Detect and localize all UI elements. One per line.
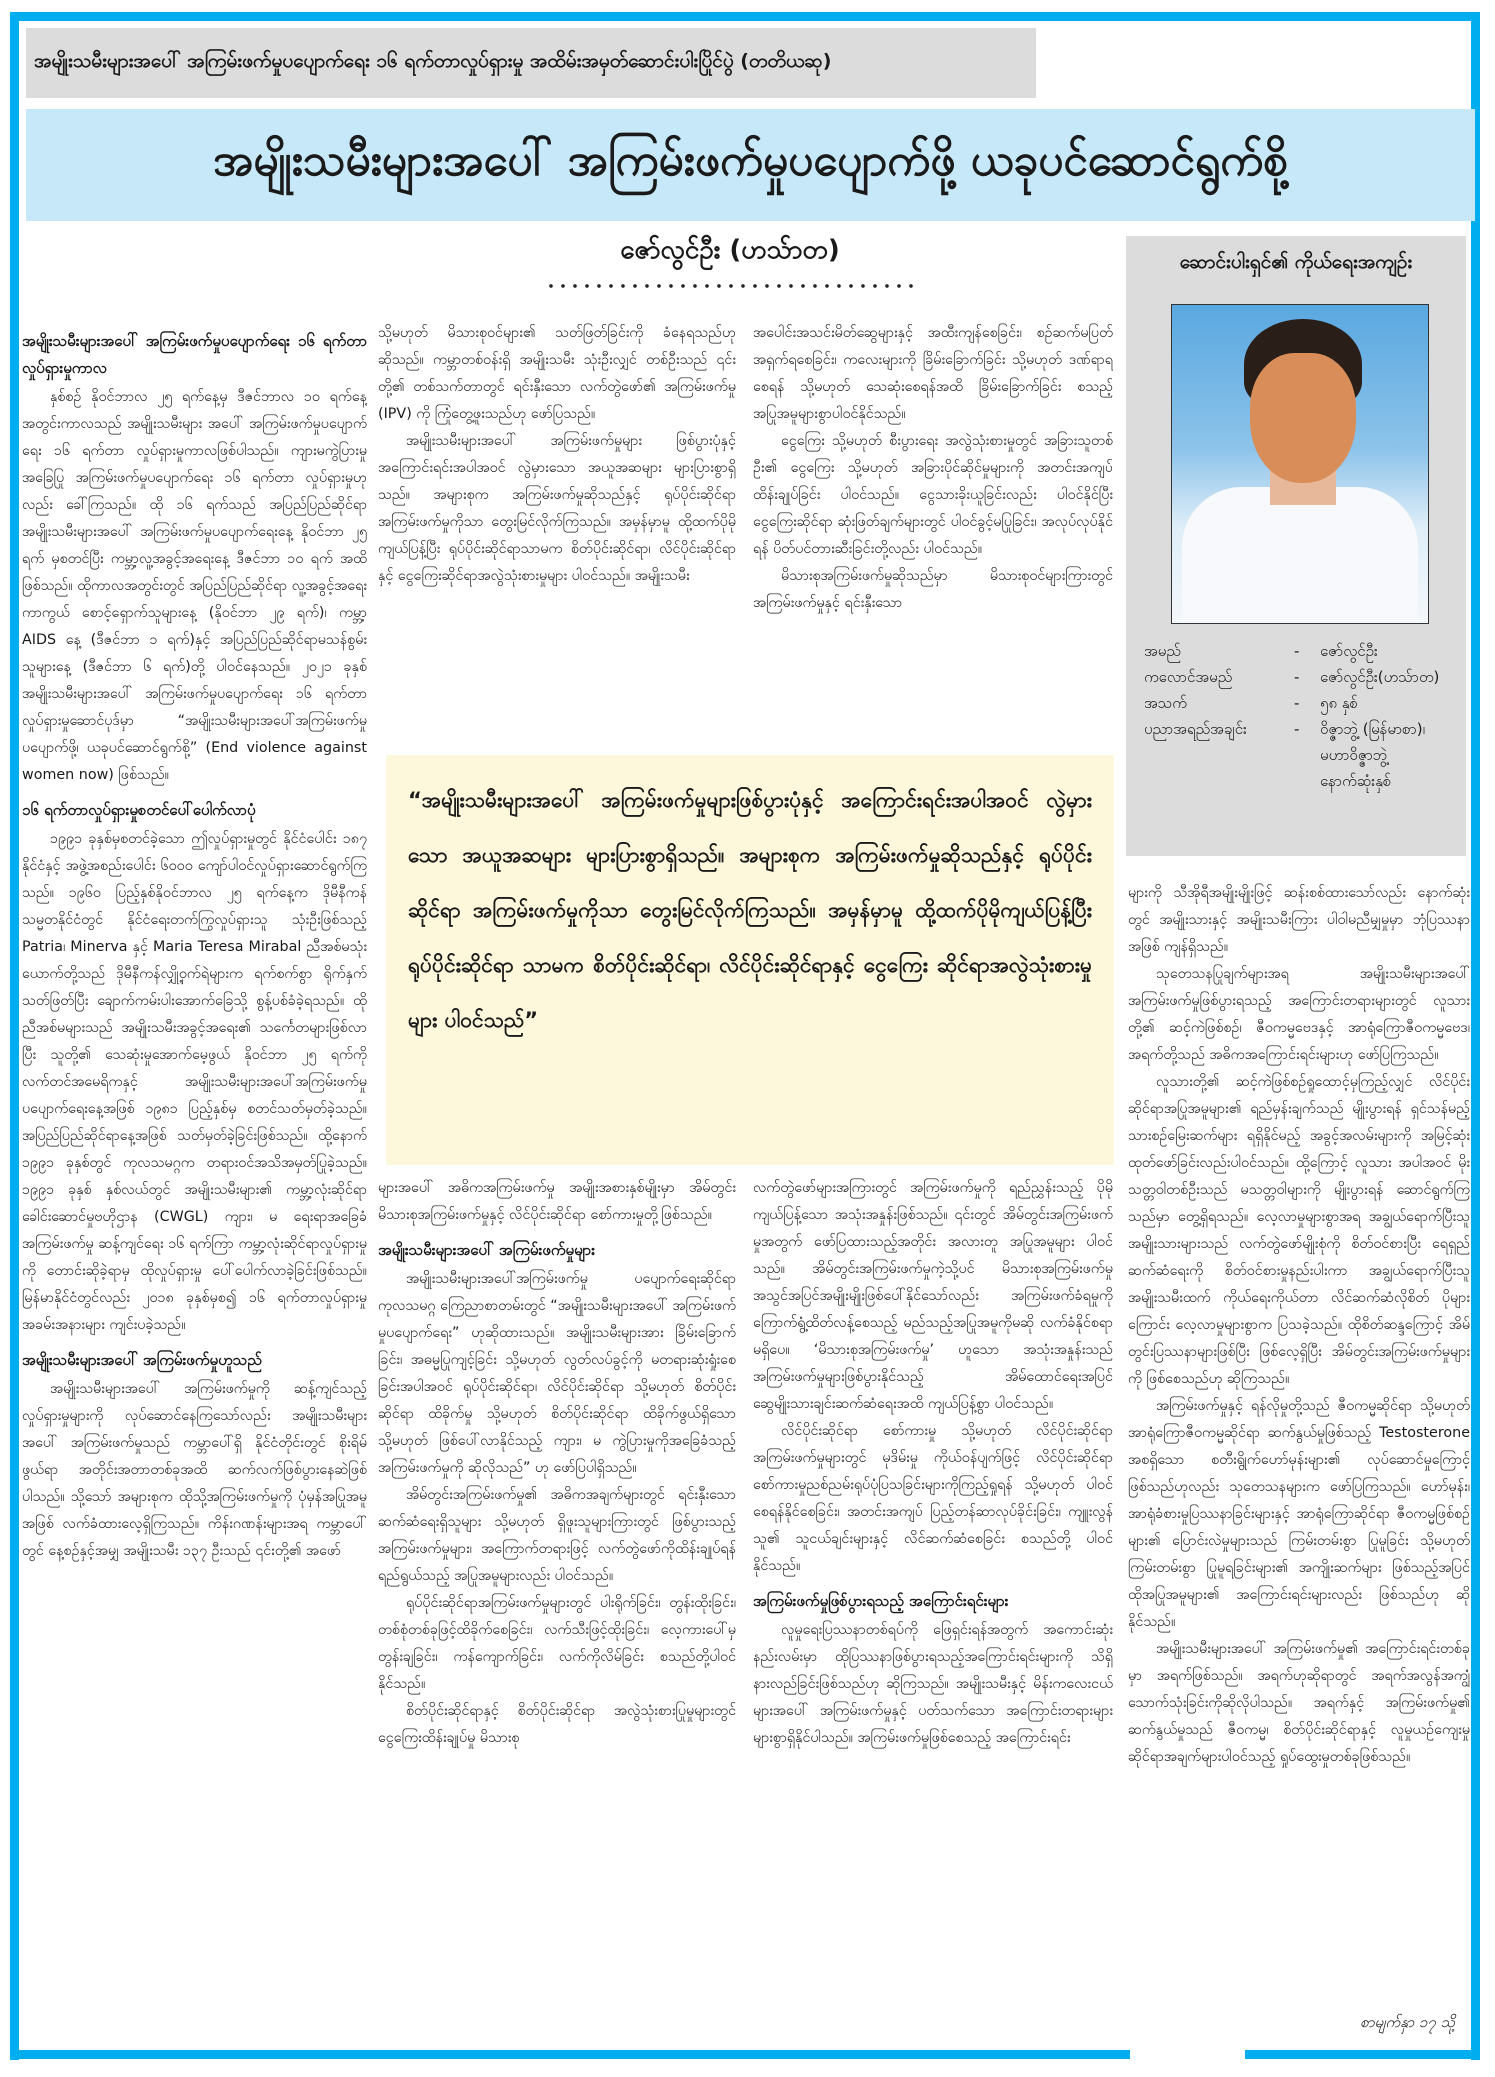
continued-on-page: စာမျက်နှာ ၁၇ သို့ xyxy=(1360,2013,1456,2031)
paragraph: အကြမ်းဖက်မှုနှင့် ရန်လိုမှုတို့သည် ဇီဝကမ္မဆိုင်ရာ သို့မဟုတ် အာရုံကြောဇီဝကမ္မဆိုင်ရာ ဆက်နွယ်မှုဖြစ်သည့် Testosterone အစရှိသော စတီးရွိုက်ဟော်မုန်းများ၏ လုပ်ဆောင်မှုကြောင့် ဖြစ်သည်ဟုလည်း သုတေသနများက ဖော်ပြကြသည်။ ဟော်မုန်း၊ အာရုံခံစားမှုပြဿနာခြင်းများနှင့် အာရုံကြောဆိုင်ရာ ဇီဝကမ္မဖြစ်စဉ်များ၏ ပြောင်းလဲမှုများသည် ကြမ်းတမ်းစွာ ပြုမူခြင်း သို့မဟုတ် ကြမ်းတမ်းစွာ ပြုမူရခြင်းများ၏ အကျိုးဆက်များ ဖြစ်သည့်အပြင် ထိုအပြုအမူများ၏ အကြောင်းရင်းများလည်း ဖြစ်သည်ဟု ဆိုနိုင်သည်။ xyxy=(1128,1398,1470,1630)
paragraph: အမျိုးသမီးများအပေါ် အကြမ်းဖက်မှုများ ဖြစ်ပွားပုံနှင့် အကြောင်းရင်းအပါအဝင် လွဲမှားသော အယူအဆများ များပြားစွာရှိသည်။ အများစုက အကြမ်းဖက်မှုဆိုသည်နှင့် ရုပ်ပိုင်းဆိုင်ရာ အကြမ်းဖက်မှုကိုသာ တွေးမြင်လိုက်ကြသည်။ အမှန်မှာမူ ထို့ထက်ပိုမိုကျယ်ပြန့်ပြီး ရုပ်ပိုင်းဆိုင်ရာသာမက စိတ်ပိုင်းဆိုင်ရာ၊ လိင်ပိုင်းဆိုင်ရာနှင့် ငွေကြေးဆိုင်ရာအလွဲသုံးစားမှုများ ပါဝင်သည်။ အမျိုးသမီး xyxy=(378,433,736,584)
info-dash: - xyxy=(1294,668,1300,686)
byline: ဇော်လွင်ဦး (ဟသ်ာတ) xyxy=(620,235,840,265)
author-portrait xyxy=(1171,304,1429,624)
paragraph: ၁၉၉၁ ခုနှစ်မှစတင်ခဲ့သော ဤလှုပ်ရှားမှုတွင် နိုင်ငံပေါင်း ၁၈၇ နိုင်ငံနှင့် အဖွဲ့အစည်းပေါင်း ၆၀၀၀ ကျော်ပါဝင်လှုပ်ရှားဆောင်ရွက်ကြသည်။ ၁၉၆၀ ပြည့်နှစ်နိုဝင်ဘာလ ၂၅ ရက်နေ့က ဒိုမီနီကန်သမ္မတနိုင်ငံတွင် နိုင်ငံရေးတက်ကြွလှုပ်ရှားသူ သုံးဦးဖြစ်သည့် Patria၊ Minerva နှင့် Maria Teresa Mirabal ညီအစ်မသုံးယောက်တို့သည် ဒိုမီနီကန်လျှို့ဝှက်ရဲများက ရက်စက်စွာ ရိုက်နှက်သတ်ဖြတ်ပြီး ချောက်ကမ်းပါးအောက်ခြေသို့ စွန့်ပစ်ခံခဲ့ရသည်။ ထိုညီအစ်မများသည် အမျိုးသမီးအခွင့်အရေး၏ သင်္ကေတများဖြစ်လာပြီး သူတို့၏ သေဆုံးမှုအောက်မေ့ဖွယ် နိုဝင်ဘာ ၂၅ ရက်ကို လက်တင်အမေရိကနှင့် အမျိုးသမီးများအပေါ်အကြမ်းဖက်မှု ပပျောက်ရေးနေ့အဖြစ် ၁၉၈၁ ပြည့်နှစ်မှ စတင်သတ်မှတ်ခဲ့သည်။ အပြည်ပြည်ဆိုင်ရာနေ့အဖြစ် သတ်မှတ်ခဲ့ခြင်းဖြစ်သည်။ ထို့နောက် ၁၉၉၁ ခုနှစ်တွင် ကုလသမဂ္ဂက တရားဝင်အသိအမှတ်ပြုခဲ့သည်။ ၁၉၉၁ ခုနှစ် နှစ်လယ်တွင် အမျိုးသမီးများ၏ ကမ္ဘာ့လုံးဆိုင်ရာ ခေါင်းဆောင်မှုဗဟိုဌာန (CWGL) ကျား၊ မ ရေးရာအခြေခံ အကြမ်းဖက်မှု ဆန့်ကျင်ရေး ၁၆ ရက်ကြာ ကမ္ဘာ့လုံးဆိုင်ရာလှုပ်ရှားမှုကို တောင်းဆိုခဲ့ရာမှ ထိုလှုပ်ရှားမှု ပေါ်ပေါက်လာခဲ့ခြင်းဖြစ်သည်။ မြန်မာနိုင်ငံတွင်လည်း ၂၀၁၈ ခုနှစ်မှစ၍ ၁၆ ရက်တာလှုပ်ရှားမှုအခမ်းအနားများ ကျင်းပခဲ့သည်။ xyxy=(22,831,367,1333)
byline-dotted-divider xyxy=(545,283,915,289)
article-column-3-top xyxy=(753,320,1113,750)
profile-row-pen-name xyxy=(1144,664,1464,690)
paragraph: အိမ်တွင်းအကြမ်းဖက်မှု၏ အဓိကအချက်များတွင် ရင်းနှီးသောဆက်ဆံရေးရှိသူများ သို့မဟုတ် ရှိဖူးသူများကြားတွင် ဖြစ်ပွားသည့် အကြမ်းဖက်မှုများ၊ အကြောက်တရားဖြင့် လက်တွဲဖော်ကိုထိန်းချုပ်ရန် ရည်ရွယ်သည့် အပြုအမူများလည်း ပါဝင်သည်။ xyxy=(378,1487,736,1584)
info-label xyxy=(1144,768,1294,794)
article-column-4 xyxy=(1128,880,1470,2045)
section-heading: အကြမ်းဖက်မှုဖြစ်ပွားရသည့် အကြောင်းရင်းများ xyxy=(753,1592,1009,1610)
paragraph: လက်တွဲဖော်များအကြားတွင် အကြမ်းဖက်မှုကို ရည်ညွှန်းသည့် ပိုမိုကျယ်ပြန့်သော အသုံးအနှုန်းဖြစ်သည်။ ၎င်းတွင် အိမ်တွင်းအကြမ်းဖက်မှုအတွက် ဖော်ပြထားသည့်အတိုင်း အလားတူ အပြုအမူများ ပါဝင်သည်။ အိမ်တွင်းအကြမ်းဖက်မှုကဲ့သို့ပင် မိသားစုအကြမ်းဖက်မှု အသွင်အပြင်အမျိုးမျိုးဖြစ်ပေါ်နိုင်သော်လည်း အကြမ်းဖက်ခံရမှုကို ကြောက်ရွံ့ထိတ်လန့်စေသည့် မည်သည့်အပြုအမူကိုမဆို လက်ခံနိုင်စရာမရှိပေ။ ‘မိသားစုအကြမ်းဖက်မှု’ ဟူသော အသုံးအနှုန်းသည် အကြမ်းဖက်မှုများဖြစ်ပွားနိုင်သည့် အိမ်ထောင်ရေးအပြင် ဆွေမျိုးသားချင်းဆက်ဆံရေးအထိ ကျယ်ပြန့်စွာ ပါဝင်သည်။ xyxy=(753,1180,1113,1412)
info-dash: - xyxy=(1294,642,1300,660)
info-value: ဇော်လွင်ဦး(ဟသ်ာတ) xyxy=(1320,668,1440,686)
section-heading: အမျိုးသမီးများအပေါ် အကြမ်းဖက်မှုများ xyxy=(378,1241,596,1259)
profile-row-education-cont xyxy=(1144,768,1464,794)
paragraph: နှစ်စဉ် နိုဝင်ဘာလ ၂၅ ရက်နေ့မှ ဒီဇင်ဘာလ ၁၀ ရက်နေ့အတွင်းကာလသည် အမျိုးသမီးများ အပေါ် အကြမ်းဖက်မှုပပျောက်ရေး ၁၆ ရက်တာ လှုပ်ရှားမှုကာလဖြစ်ပါသည်။ ကျားမကွဲပြားမှု အခြေပြု အကြမ်းဖက်မှုပပျောက်ရေး ၁၆ ရက်တာ လှုပ်ရှားမှုဟုလည်း ခေါ်ကြသည်။ ထို ၁၆ ရက်သည် အပြည်ပြည်ဆိုင်ရာအမျိုးသမီးများအပေါ် အကြမ်းဖက်မှုပပျောက်ရေးနေ့ နိုဝင်ဘာ ၂၅ ရက် မှစတင်ပြီး ကမ္ဘာ့လူ့အခွင့်အရေးနေ့ ဒီဇင်ဘာ ၁၀ ရက် အထိဖြစ်သည်။ ထိုကာလအတွင်းတွင် အပြည်ပြည်ဆိုင်ရာ လူ့အခွင့်အရေးကာကွယ် စောင့်ရှောက်သူများနေ့ (နိုဝင်ဘာ ၂၉ ရက်)၊ ကမ္ဘာ့ AIDS နေ့ (ဒီဇင်ဘာ ၁ ရက်)နှင့် အပြည်ပြည်ဆိုင်ရာမသန်စွမ်းသူများနေ့ (ဒီဇင်ဘာ ၆ ရက်)တို့ ပါဝင်နေသည်။ ၂၀၂၁ ခုနှစ် အမျိုးသမီးများအပေါ် အကြမ်းဖက်မှုပပျောက်ရေး ၁၆ ရက်တာ လှုပ်ရှားမှုဆောင်ပုဒ်မှာ “အမျိုးသမီးများအပေါ်အကြမ်းဖက်မှု ပပျောက်ဖို့၊ ယခုပင်ဆောင်ရွက်စို့” (End violence against women now) ဖြစ်သည်။ xyxy=(22,389,367,783)
headline: အမျိုးသမီးများအပေါ် အကြမ်းဖက်မှုပပျောက်ဖို့ ယခုပင်ဆောင်ရွက်စို့ xyxy=(26,109,1475,221)
paragraph: လူမှုရေးပြဿနာတစ်ရပ်ကို ဖြေရှင်းရန်အတွက် အကောင်းဆုံးနည်းလမ်းမှာ ထိုပြဿနာဖြစ်ပွားရသည့်အကြောင်းရင်းများကို သိရှိနားလည်ခြင်းဖြစ်သည်ဟု ဆိုကြသည်။ အမျိုးသမီးနှင့် မိန်းကလေးငယ်များအပေါ် အကြမ်းဖက်မှုနှင့် ပတ်သက်သော အကြောင်းတရားများ များစွာရှိနိုင်ပါသည်။ အကြမ်းဖက်မှုဖြစ်စေသည့် အကြောင်းရင်း xyxy=(753,1622,1113,1746)
paragraph: သို့မဟုတ် မိသားစုဝင်များ၏ သတ်ဖြတ်ခြင်းကို ခံနေရသည်ဟု ဆိုသည်။ ကမ္ဘာတစ်ဝန်းရှိ အမျိုးသမီး သုံးဦးလျှင် တစ်ဦးသည် ၎င်းတို့၏ တစ်သက်တာတွင် ရင်းနှီးသော လက်တွဲဖော်၏ အကြမ်းဖက်မှု (IPV) ကို ကြုံတွေ့ဖူးသည်ဟု ဖော်ပြသည်။ xyxy=(378,325,736,422)
section-heading: ၁၆ ရက်တာလှုပ်ရှားမှုစတင်ပေါ်ပေါက်လာပုံ xyxy=(22,801,256,819)
info-label xyxy=(1144,742,1294,768)
paragraph: စိတ်ပိုင်းဆိုင်ရာနှင့် စိတ်ပိုင်းဆိုင်ရာ အလွဲသုံးစားပြုမှုများတွင် ငွေကြေးထိန်းချုပ်မှု မိသားစု xyxy=(378,1703,736,1746)
profile-row-age xyxy=(1144,690,1464,716)
info-label: ကလောင်အမည် xyxy=(1144,668,1233,686)
info-dash xyxy=(1294,768,1320,794)
paragraph: အမျိုးသမီးများအပေါ် အကြမ်းဖက်မှု၏ အကြောင်းရင်းတစ်ခုမှာ အရက်ဖြစ်သည်။ အရက်ဟုဆိုရာတွင် အရက်အလွန်အကျွံသောက်သုံးခြင်းကိုဆိုလိုပါသည်။ အရက်နှင့် အကြမ်းဖက်မှု၏ ဆက်နွယ်မှုသည် ဇီဝကမ္မ၊ စိတ်ပိုင်းဆိုင်ရာနှင့် လူမှုယဉ်ကျေးမှုဆိုင်ရာအချက်များပါဝင်သည့် ရှုပ်ထွေးမှုတစ်ခုဖြစ်သည်။ xyxy=(1128,1641,1470,1765)
paragraph: ငွေကြေး သို့မဟုတ် စီးပွားရေး အလွဲသုံးစားမှုတွင် အခြားသူတစ်ဦး၏ ငွေကြေး သို့မဟုတ် အခြားပိုင်ဆိုင်မှုများကို အတင်းအကျပ်ထိန်းချုပ်ခြင်း ပါဝင်သည်။ ငွေသားခိုးယူခြင်းလည်း ပါဝင်နိုင်ပြီး ငွေကြေးဆိုင်ရာ ဆုံးဖြတ်ချက်များတွင် ပါဝင်ခွင့်မပြုခြင်း၊ အလုပ်လုပ်နိုင်ရန် ပိတ်ပင်တားဆီးခြင်းတို့လည်း ပါဝင်သည်။ xyxy=(753,433,1113,557)
author-profile-box xyxy=(1126,236,1466,856)
profile-title: ဆောင်းပါးရှင်၏ ကိုယ်ရေးအကျဉ်း xyxy=(1179,251,1413,273)
paragraph: ရုပ်ပိုင်းဆိုင်ရာအကြမ်းဖက်မှုများတွင် ပါးရိုက်ခြင်း၊ တွန်းထိုးခြင်း၊ တစ်စုံတစ်ခုဖြင့်ထိခိုက်စေခြင်း၊ လက်သီးဖြင့်ထိုးခြင်း၊ လေ့ကားပေါ်မှတွန်းချခြင်း၊ ကန်ကျောက်ခြင်း၊ လက်ကိုလိမ်ခြင်း စသည်တို့ပါဝင်နိုင်သည်။ xyxy=(378,1595,736,1692)
info-dash: - xyxy=(1294,720,1300,738)
paragraph: များအပေါ် အဓိကအကြမ်းဖက်မှု အမျိုးအစားနှစ်မျိုးမှာ အိမ်တွင်းမိသားစုအကြမ်းဖက်မှုနှင့် လိင်ပိုင်းဆိုင်ရာ စော်ကားမှုတို့ဖြစ်သည်။ xyxy=(378,1180,736,1223)
page-frame-bottom-right xyxy=(1245,2050,1480,2059)
article-column-2-bottom xyxy=(378,1175,736,2040)
article-column-1 xyxy=(22,320,367,2040)
series-banner: အမျိုးသမီးများအပေါ် အကြမ်းဖက်မှုပပျောက်ရေး ၁၆ ရက်တာလှုပ်ရှားမှု အထိမ်းအမှတ်ဆောင်းပါးပြိုင်ပွဲ (တတိယဆု) xyxy=(26,28,1036,98)
pull-quote: “အမျိုးသမီးများအပေါ် အကြမ်းဖက်မှုများဖြစ်ပွားပုံနှင့် အကြောင်းရင်းအပါအဝင် လွဲမှားသော အယူအဆများ များပြားစွာရှိသည်။ အများစုက အကြမ်းဖက်မှုဆိုသည်နှင့် ရုပ်ပိုင်းဆိုင်ရာ အကြမ်းဖက်မှုကိုသာ တွေးမြင်လိုက်ကြသည်။ အမှန်မှာမူ ထို့ထက်ပိုမိုကျယ်ပြန့်ပြီး ရုပ်ပိုင်းဆိုင်ရာ သာမက စိတ်ပိုင်းဆိုင်ရာ၊ လိင်ပိုင်းဆိုင်ရာနှင့် ငွေကြေး ဆိုင်ရာအလွဲသုံးစားမှုများ ပါဝင်သည်” xyxy=(386,755,1114,1165)
info-value: မဟာဝိဇ္ဇာဘွဲ့ xyxy=(1320,746,1388,764)
paragraph: အမျိုးသမီးများအပေါ်အကြမ်းဖက်မှု ပပျောက်ရေးဆိုင်ရာ ကုလသမဂ္ဂ ကြေညာစာတမ်းတွင် “အမျိုးသမီးများအပေါ် အကြမ်းဖက်မှုပပျောက်ရေး” ဟုဆိုထားသည်။ အမျိုးသမီးများအား ခြိမ်းခြောက်ခြင်း၊ အဓမ္မပြုကျင့်ခြင်း သို့မဟုတ် လွတ်လပ်ခွင့်ကို မတရားဆုံးရှုံးစေခြင်းအပါအဝင် ရုပ်ပိုင်းဆိုင်ရာ၊ လိင်ပိုင်းဆိုင်ရာ သို့မဟုတ် စိတ်ပိုင်းဆိုင်ရာ ထိခိုက်မှု သို့မဟုတ် စိတ်ပိုင်းဆိုင်ရာ ထိခိုက်ဖွယ်ရှိသော သို့မဟုတ် ဖြစ်ပေါ်လာနိုင်သည့် ကျား၊ မ ကွဲပြားမှုကိုအခြေခံသည့်အကြမ်းဖက်မှုကို ဆိုလိုသည်” ဟု ဖော်ပြပါရှိသည်။ xyxy=(378,1271,736,1476)
paragraph: အမျိုးသမီးများအပေါ် အကြမ်းဖက်မှုကို ဆန့်ကျင်သည့် လှုပ်ရှားမှုများကို လုပ်ဆောင်နေကြသော်လည်း အမျိုးသမီးများအပေါ် အကြမ်းဖက်မှုသည် ကမ္ဘာပေါ်ရှိ နိုင်ငံတိုင်းတွင် စိုးရိမ်ဖွယ်ရာ အတိုင်းအတာတစ်ခုအထိ ဆက်လက်ဖြစ်ပွားနေဆဲဖြစ်ပါသည်။ သို့သော် အများစုက ထိုသို့အကြမ်းဖက်မှုကို ပုံမှန်အပြုအမူအဖြစ် လက်ခံထားလေ့ရှိကြသည်။ ကိန်းဂဏန်းများအရ ကမ္ဘာပေါ်တွင် နေ့စဉ်နှင့်အမျှ အမျိုးသမီး ၁၃၇ ဦးသည် ၎င်းတို့၏ အဖော် xyxy=(22,1381,367,1559)
section-heading: အမျိုးသမီးများအပေါ် အကြမ်းဖက်မှုပပျောက်ရေး ၁၆ ရက်တာ လှုပ်ရှားမှုကာလ xyxy=(22,332,367,377)
profile-info-table xyxy=(1144,638,1464,794)
paragraph: သုတေသနပြုချက်များအရ အမျိုးသမီးများအပေါ် အကြမ်းဖက်မှုဖြစ်ပွားရသည့် အကြောင်းတရားများတွင် လူသားတို့၏ ဆင့်ကဲဖြစ်စဉ်၊ ဇီဝကမ္မဗေဒနှင့် အာရုံကြောဇီဝကမ္မဗေဒ၊ အရက်တို့သည် အဓိကအကြောင်းရင်းများဟု ဖော်ပြကြသည်။ xyxy=(1128,966,1470,1063)
info-label: အမည် xyxy=(1144,642,1181,660)
profile-row-name xyxy=(1144,638,1464,664)
portrait-shirt xyxy=(1182,487,1418,624)
section-heading: အမျိုးသမီးများအပေါ် အကြမ်းဖက်မှုဟူသည် xyxy=(22,1351,262,1369)
profile-row-education xyxy=(1144,716,1464,742)
article-column-3-bottom xyxy=(753,1175,1113,2040)
portrait-face xyxy=(1250,353,1356,483)
info-value: ဇော်လွင်ဦး xyxy=(1320,642,1378,660)
info-dash xyxy=(1294,742,1320,768)
paragraph: မိသားစုအကြမ်းဖက်မှုဆိုသည်မှာ မိသားစုဝင်များကြားတွင် အကြမ်းဖက်မှုနှင့် ရင်းနှီးသော xyxy=(753,568,1113,611)
info-dash: - xyxy=(1294,694,1300,712)
paragraph: အပေါင်းအသင်းမိတ်ဆွေများနှင့် အထီးကျန်စေခြင်း၊ စဉ်ဆက်မပြတ် အရှက်ရစေခြင်း၊ ကလေးများကို ခြိမ်းခြောက်ခြင်း သို့မဟုတ် ဒဏ်ရာရစေရန် သို့မဟုတ် သေဆုံးစေရန်အထိ ခြိမ်းခြောက်ခြင်း စသည့် အပြုအမူများစွာပါဝင်နိုင်သည်။ xyxy=(753,325,1113,422)
info-value: ဝိဇ္ဇာဘွဲ့ (မြန်မာစာ)၊ xyxy=(1320,720,1425,738)
article-column-2-top xyxy=(378,320,736,750)
paragraph: လိင်ပိုင်းဆိုင်ရာ စော်ကားမှု သို့မဟုတ် လိင်ပိုင်းဆိုင်ရာအကြမ်းဖက်မှုများတွင် မုဒိမ်းမှု ကိုယ်ဝန်ပျက်ဖြင့် လိင်ပိုင်းဆိုင်ရာစော်ကားမှုညစ်ညမ်းရုပ်ပုံပြသခြင်းများကိုကြည့်ရှုရန် သို့မဟုတ် ပါဝင်စေရန်နိုင်စေခြင်း၊ အတင်းအကျပ် ပြည့်တန်ဆာလုပ်ခိုင်းခြင်း၊ ကျူးလွန်သူ၏ သူငယ်ချင်းများနှင့် လိင်ဆက်ဆံစေခြင်း စသည်တို့ ပါဝင်နိုင်သည်။ xyxy=(753,1423,1113,1574)
info-label: ပညာအရည်အချင်း xyxy=(1144,720,1247,738)
profile-row-education-cont xyxy=(1144,742,1464,768)
paragraph: များကို သီအိုရီအမျိုးမျိုးဖြင့် ဆန်းစစ်ထားသော်လည်း နောက်ဆုံးတွင် အမျိုးသားနှင့် အမျိုးသမီးကြား ပါဝါမညီမျှမှုမှာ ဘုံပြဿနာအဖြစ် ကျန်ရှိသည်။ xyxy=(1128,885,1470,955)
info-value: နောက်ဆုံးနှစ် xyxy=(1320,772,1392,790)
paragraph: လူသားတို့၏ ဆင့်ကဲဖြစ်စဉ်ရှုထောင့်မှကြည့်လျှင် လိင်ပိုင်းဆိုင်ရာအပြုအမူများ၏ ရည်မှန်းချက်သည် မျိုးပွားရန် ရှင်သန်မည့် သားစဉ်မြေးဆက်များ ရရှိနိုင်မည့် အခွင့်အလမ်းများကို အမြင့်ဆုံး ထုတ်ဖော်ခြင်းလည်းပါဝင်သည်။ ထို့ကြောင့် လူသား အပါအဝင် မိုးသတ္တဝါတစ်ဦးသည် မသတ္တဝါများကို မျိုးပွားရန် ဆောင်ရွက်ကြသည်မှာ တွေ့ရှိရသည်။ လေ့လာမှုများစွာအရ အချွယ်ရောက်ပြီးသူ အမျိုးသားများသည် လက်တွဲဖော်မျိုးစုံကို စိတ်ဝင်စားပြီး ရေရှည်ဆက်ဆံရေးကို စိတ်ဝင်စားမှုနည်းပါးကာ အချွယ်ရောက်ပြီးသူ အမျိုးသမီးထက် ကိုယ်ရေးကိုယ်တာ လိင်ဆက်ဆံလိုစိတ် ပိုများကြောင်း လေ့လာမှုများစွာက ပြသခဲ့သည်။ ထိုစိတ်ဆန္ဒကြောင့် အိမ်တွင်းပြဿနာများဖြစ်ပြီး ဖြစ်လေ့ရှိပြီး အိမ်တွင်းအကြမ်းဖက်မှုများကို ဖြစ်စေသည်ဟု ဆိုကြသည်။ xyxy=(1128,1074,1470,1387)
info-label: အသက် xyxy=(1144,694,1187,712)
info-value: ၅၈ နှစ် xyxy=(1320,694,1358,712)
page-frame-bottom-left xyxy=(10,2050,1130,2059)
